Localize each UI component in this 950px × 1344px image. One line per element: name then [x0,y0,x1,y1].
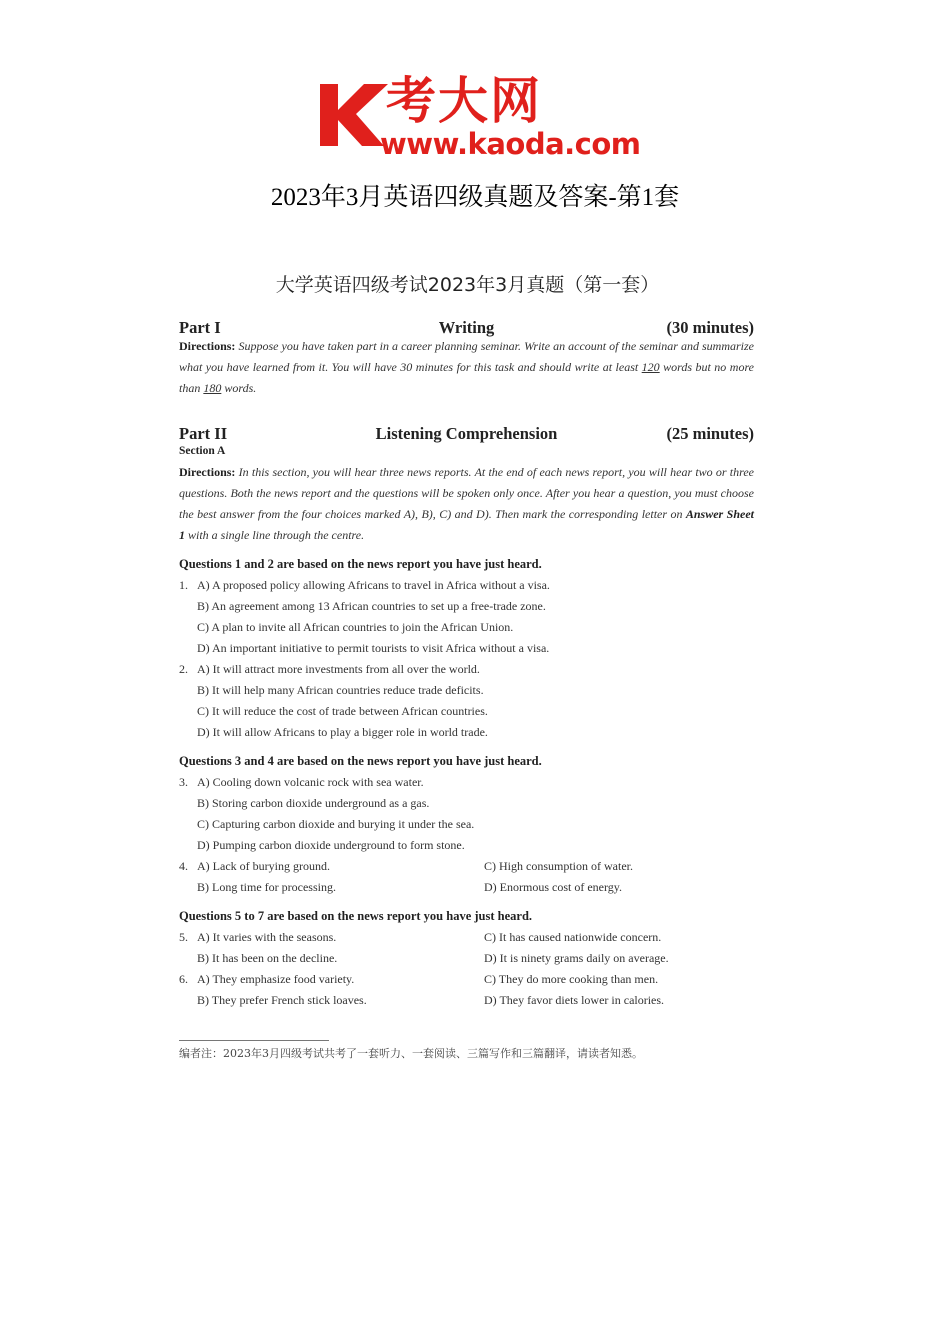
logo-brand-cn: 考大网 [386,72,542,130]
answer-sheet-ref: Answer Sheet 1 [179,507,754,542]
option-d: D) An important initiative to permit tourists to visit Africa without a visa. [197,641,550,655]
part1-directions [179,336,754,399]
part1-directions-text-3: words. [221,381,257,395]
part1-time: (30 minutes) [666,318,754,337]
part2-directions-text-2: with a single line through the centre. [185,528,365,542]
part2-directions [179,462,754,546]
option-b: B) Storing carbon dioxide underground as a gas. [197,796,430,810]
group-heading: Questions 1 and 2 are based on the news report you have just heard. [179,557,542,571]
part1-directions-label: Directions: [179,339,236,353]
kaoda-logo [318,72,641,162]
option-d: D) Enormous cost of energy. [484,880,622,894]
editor-footnote: 编者注：2023年3月四级考试共考了一套听力、一套阅读、三篇写作和三篇翻译，请读者知悉。 [179,1047,643,1060]
option-b: B) It will help many African countries reduce trade deficits. [197,683,484,697]
option-b: B) An agreement among 13 African countries to set up a free-trade zone. [197,599,546,613]
part1-directions-text: Suppose you have taken part in a career planning seminar. Write an account of the seminar and summarize what you have learned from it. You will have 30 minutes for this task and should write at least [179,339,755,374]
part2-label: Part II [179,424,228,443]
option-a: A) It will attract more investments from all over the world. [197,662,480,676]
part1-label: Part I [179,318,221,337]
option-b: B) They prefer French stick loaves. [197,993,367,1007]
section-a-label: Section A [179,445,226,457]
option-a: A) It varies with the seasons. [197,930,337,944]
min-words: 120 [641,360,660,374]
question-number: 4. [179,859,188,873]
option-d: D) They favor diets lower in calories. [484,993,665,1007]
part1-header [179,318,754,338]
exam-title: 大学英语四级考试2023年3月真题（第一套） [275,274,660,296]
option-c: C) High consumption of water. [484,859,633,873]
part2-title: Listening Comprehension [375,424,558,443]
option-a: A) Lack of burying ground. [197,859,330,873]
part2-directions-label: Directions: [179,465,236,479]
question-number: 2. [179,662,188,676]
question-number: 6. [179,972,188,986]
part2-directions-text: In this section, you will hear three news reports. At the end of each news report, you will hear two or three questions. Both the news report and the questions will be spoken only once. After you hear a question, you must choose the best answer from the four choices marked A), B), C) and D). Then mark the corresponding letter on [179,465,755,521]
option-c: C) It has caused nationwide concern. [484,930,662,944]
part2-header [179,424,754,444]
max-words: 180 [203,381,222,395]
group-heading: Questions 3 and 4 are based on the news report you have just heard. [179,754,542,768]
option-d: D) Pumping carbon dioxide underground to form stone. [197,838,465,852]
option-a: A) They emphasize food variety. [197,972,355,986]
document-title: 2023年3月英语四级真题及答案-第1套 [270,184,680,211]
option-b: B) It has been on the decline. [197,951,338,965]
part1-directions-text-2: words but no more than [179,360,754,395]
footnote-divider [179,1040,329,1041]
part1-title: Writing [438,318,495,337]
question-number: 3. [179,775,188,789]
question-number: 5. [179,930,188,944]
option-c: C) A plan to invite all African countries to join the African Union. [197,620,514,634]
option-a: A) A proposed policy allowing Africans to travel in Africa without a visa. [197,578,550,592]
option-c: C) They do more cooking than men. [484,972,659,986]
option-d: D) It is ninety grams daily on average. [484,951,669,965]
group-heading: Questions 5 to 7 are based on the news report you have just heard. [179,909,533,923]
logo-url: www.kaoda.com [380,127,641,161]
option-a: A) Cooling down volcanic rock with sea water. [197,775,424,789]
option-b: B) Long time for processing. [197,880,336,894]
option-c: C) Capturing carbon dioxide and burying it under the sea. [197,817,475,831]
option-d: D) It will allow Africans to play a bigger role in world trade. [197,725,488,739]
question-number: 1. [179,578,188,592]
option-c: C) It will reduce the cost of trade between African countries. [197,704,488,718]
part2-time: (25 minutes) [666,424,754,443]
